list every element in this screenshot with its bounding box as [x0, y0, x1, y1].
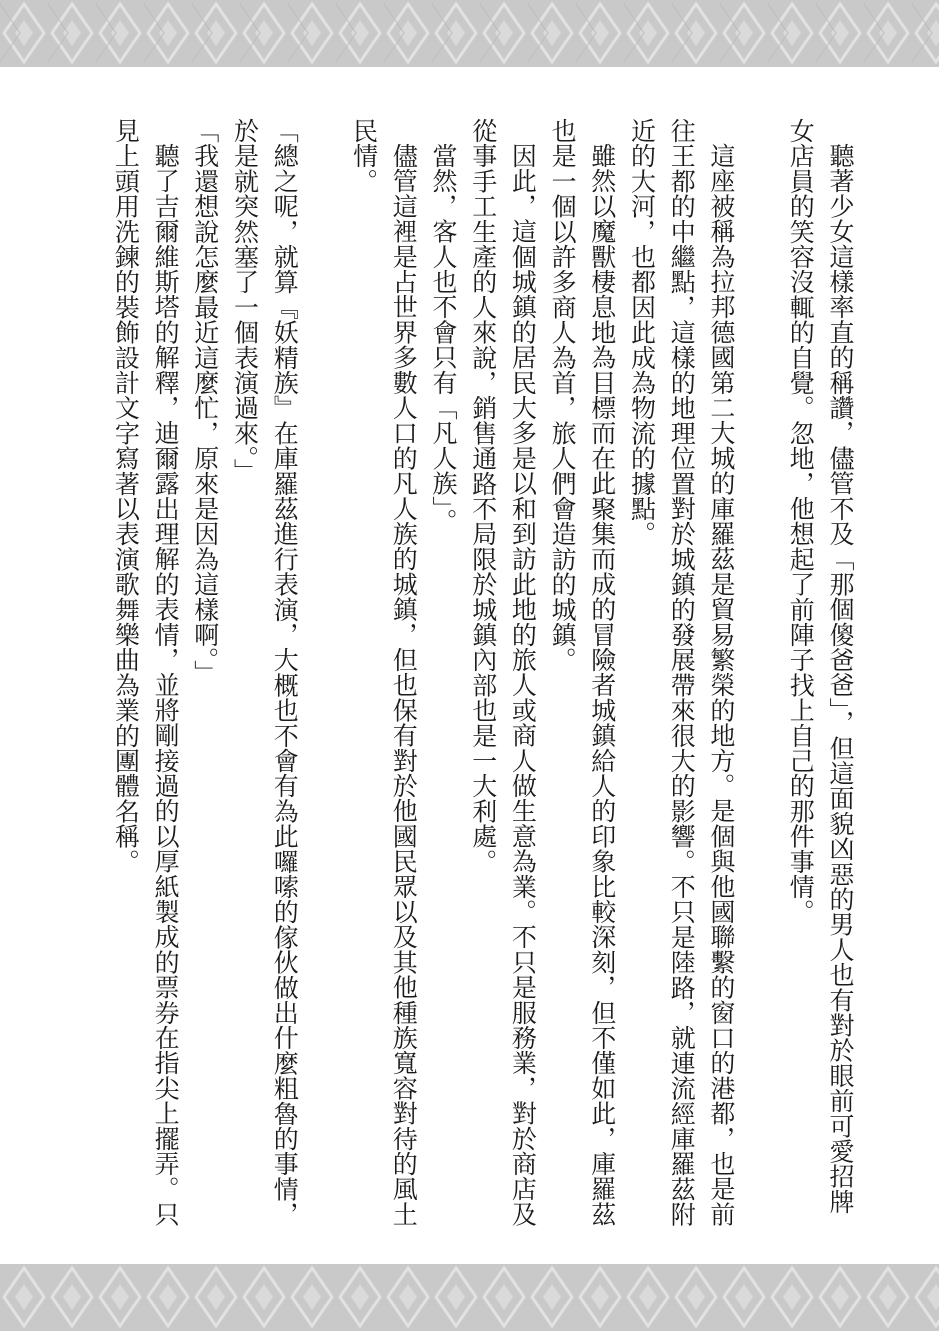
- vertical-text-body: [111, 118, 860, 1228]
- paragraph: 聽著少女這樣率直的稱讚，儘管不及「那個傻爸爸」，但這面貌凶惡的男人也有對於眼前可愛招牌女店員的笑容沒輒的自覺。忽地，他想起了前陣子找上自己的那件事情。: [786, 118, 855, 1215]
- paragraph: 「我還想說怎麼最近這麼忙，原來是因為這樣啊。」: [190, 118, 220, 686]
- decorative-border-top: [0, 0, 939, 67]
- paragraph: 儘管這裡是占世界多數人口的凡人族的城鎮，但也保有對於他國民眾以及其他種族寬容對待的風土民情。: [349, 118, 419, 1227]
- paragraph: 聽了吉爾維斯塔的解釋，迪爾露出理解的表情，並將剛接過的以厚紙製成的票券在指尖上擺弄。只見上頭用洗鍊的裝飾設計文字寫著以表演歌舞樂曲為業的團體名稱。: [111, 118, 181, 1227]
- paragraph: 當然，客人也不會只有「凡人族」。: [428, 143, 458, 534]
- paragraph: 「總之呢，就算『妖精族』在庫羅茲進行表演，大概也不會有為此囉嗦的傢伙做出什麼粗魯的事情，於是就突然塞了一個表演過來。」: [230, 118, 300, 1227]
- paragraph: 因此，這個城鎮的居民大多是以和到訪此地的旅人或商人做生意為業。不只是服務業，對於商店及從事手工生產的人來說，銷售通路不局限於城鎮內部也是一大利處。: [468, 118, 538, 1227]
- paragraph: 雖然以魔獸棲息地為目標而在此聚集而成的冒險者城鎮給人的印象比較深刻，但不僅如此，庫羅茲也是一個以許多商人為首，旅人們會造訪的城鎮。: [548, 118, 617, 1227]
- paragraph: 這座被稱為拉邦德國第二大城的庫羅茲是貿易繁榮的地方。是個與他國聯繫的窗口的港都，也是前往王都的中繼點，這樣的地理位置對於城鎮的發展帶來很大的影響。不只是陸路，就連流經庫羅茲附近的大河，也都因此成為物流的據點。: [627, 118, 736, 1227]
- decorative-border-bottom: [0, 1264, 939, 1331]
